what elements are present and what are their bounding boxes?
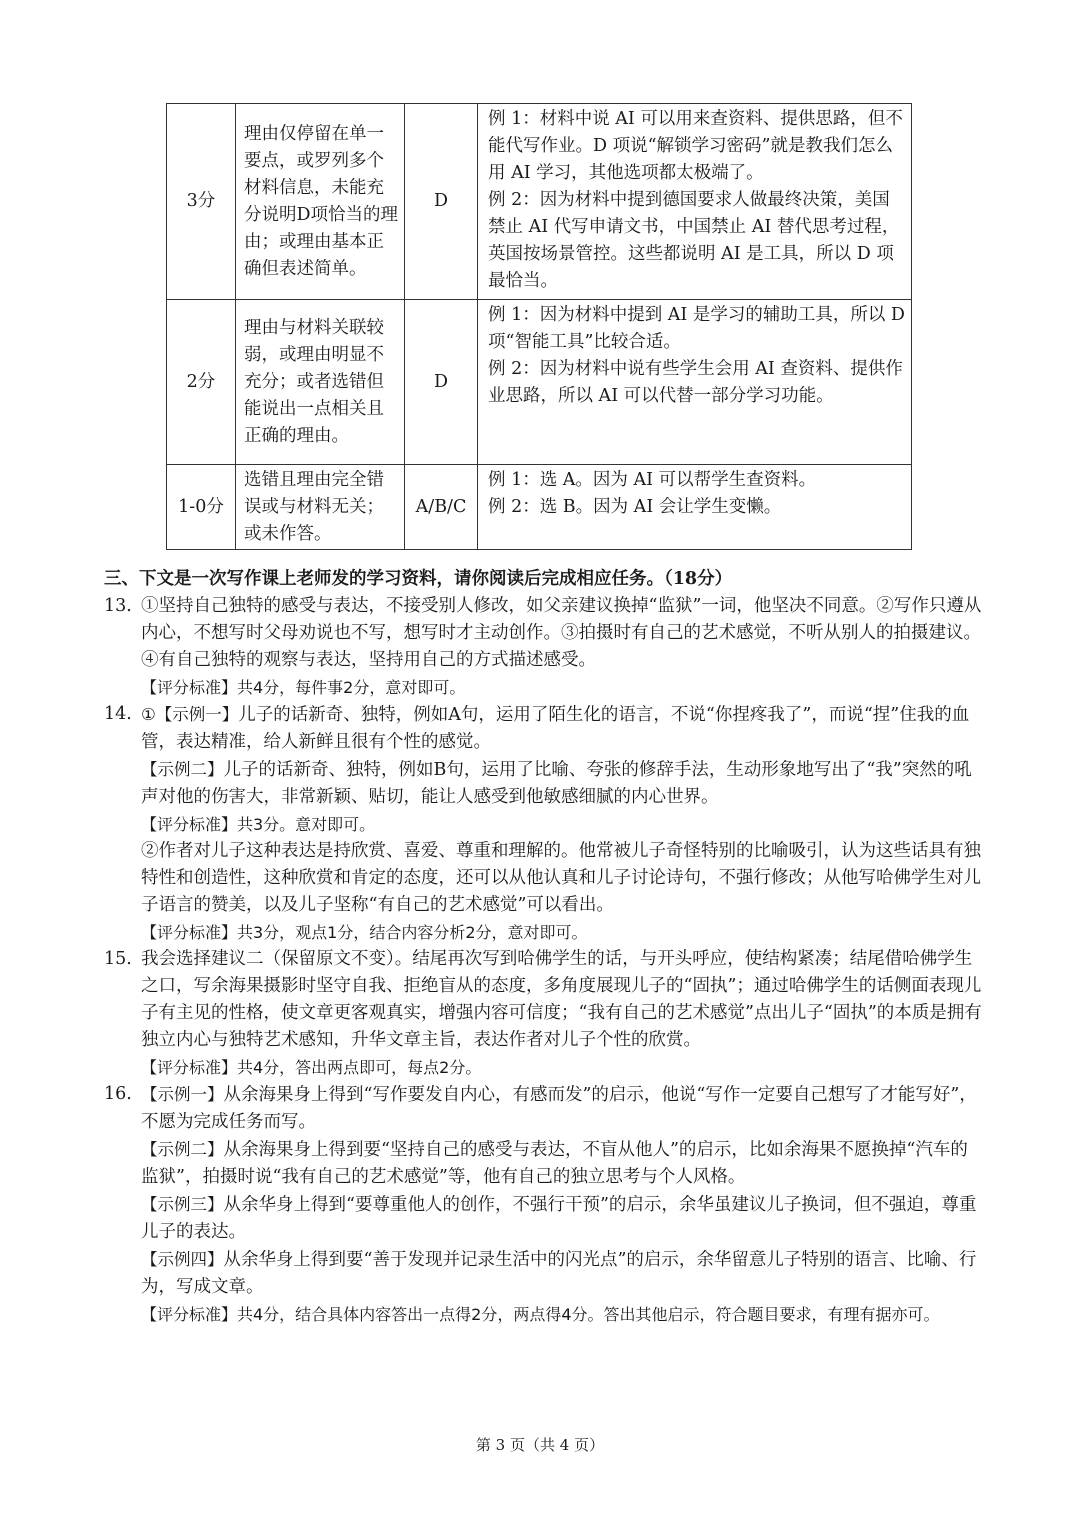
answer-text: 从余海果身上得到“写作要发自内心，有感而发”的启示，他说“写作一定要自己想写了才能写好”，不愿为完成任务而写。 [141,1085,977,1132]
example-label: 【示例一】 [141,1085,224,1104]
question-number: 16. [104,1084,132,1104]
example-text: 例 1：因为材料中提到 AI 是学习的辅助工具，所以 D 项“智能工具”比较合适。 [488,305,905,352]
scoring-standard: 【评分标准】共4分，每件事2分，意对即可。 [141,678,466,697]
answer-text: ①坚持自己独特的感受与表达，不接受别人修改，如父亲建议换掉“监狱”一词，他坚决不同意。②写作只遵从内心，不想写时父母劝说也不写，想写时才主动创作。③拍摄时有自己的艺术感觉，不听从别人的拍摄建议。④有自己独特的观察与表达，坚持用自己的方式描述感受。 [141,596,982,670]
score-cell: 3分 [167,104,236,300]
question-number: 13. [104,596,132,616]
example-text: 例 2：因为材料中提到德国要求人做最终决策，美国禁止 AI 代写申请文书，中国禁止 AI 替代思考过程，英国按场景管控。这些都说明 AI 是工具，所以 D 项最恰当。 [488,190,900,291]
score-cell: 1-0分 [167,465,236,550]
answer-text: 我会选择建议二（保留原文不变）。结尾再次写到哈佛学生的话，与开头呼应，使结构紧凑；结尾借哈佛学生之口，写余海果摄影时坚守自我、拒绝盲从的态度，多角度展现儿子的“固执”；通过哈佛学生的话侧面表现儿子有主见的性格，使文章更客观真实，增强内容可信度；“我有自己的艺术感觉”点出儿子“固执”的本质是拥有独立内心与独特艺术感知，升华文章主旨，表达作者对儿子个性的欣赏。 [141,949,982,1050]
table-row [167,465,912,550]
choice-cell: D [405,104,478,300]
reason-cell: 理由仅停留在单一要点，或罗列多个材料信息，未能充分说明D项恰当的理由；或理由基本正确但表述简单。 [236,104,405,300]
example-label: 【示例二】 [141,1140,224,1159]
scoring-standard: 【评分标准】共3分，观点1分，结合内容分析2分，意对即可。 [141,923,588,942]
question-13 [104,593,984,701]
example-block [141,756,984,811]
examples-cell [478,300,912,465]
example-text: 例 1：材料中说 AI 可以用来查资料、提供思路，但不能代写作业。D 项说“解锁学习密码”就是教我们怎么用 AI 学习，其他选项都太极端了。 [488,109,903,183]
reason-cell: 理由与材料关联较弱，或理由明显不充分；或者选错但能说出一点相关且正确的理由。 [236,300,405,465]
answer-text: 从余华身上得到“要尊重他人的创作，不强行干预”的启示，余华虽建议儿子换词，但不强迫，尊重儿子的表达。 [141,1195,977,1242]
question-number: 15. [104,949,132,969]
answer-text: 儿子的话新奇、独特，例如B句，运用了比喻、夸张的修辞手法，生动形象地写出了“我”突然的吼声对他的伤害大，非常新颖、贴切，能让人感受到他敏感细腻的内心世界。 [141,760,972,807]
example-block [141,1246,984,1301]
scoring-standard: 【评分标准】共4分，答出两点即可，每点2分。 [141,1058,482,1077]
answer-text: 儿子的话新奇、独特，例如A句，运用了陌生化的语言，不说“你捏疼我了”，而说“捏”住我的血管，表达精准，给人新鲜且很有个性的感觉。 [141,705,970,752]
example-block [141,1191,984,1246]
score-cell: 2分 [167,300,236,465]
example-label: 【示例四】 [141,1250,224,1269]
answer-text: 从余华身上得到要“善于发现并记录生活中的闪光点”的启示，余华留意儿子特别的语言、比喻、行为，写成文章。 [141,1250,977,1297]
choice-cell: D [405,300,478,465]
scoring-table-container [166,103,912,550]
example-label: ①【示例一】 [141,705,239,724]
question-14 [104,701,984,946]
table-row [167,104,912,300]
question-15 [104,946,984,1081]
example-block [141,701,984,756]
example-block [141,1081,984,1136]
question-number: 14. [104,704,132,724]
example-text: 例 2：因为材料中说有些学生会用 AI 查资料、提供作业思路，所以 AI 可以代替一部分学习功能。 [488,359,903,406]
choice-cell: A/B/C [405,465,478,550]
reason-cell: 选错且理由完全错误或与材料无关；或未作答。 [236,465,405,550]
table-row [167,300,912,465]
example-text: 例 2：选 B。因为 AI 会让学生变懒。 [488,497,782,517]
example-label: 【示例二】 [141,760,224,779]
example-text: 例 1：选 A。因为 AI 可以帮学生查资料。 [488,470,817,490]
question-16 [104,1081,984,1328]
scoring-table [166,103,912,550]
example-block [141,1136,984,1191]
scoring-standard: 【评分标准】共4分，结合具体内容答出一点得2分，两点得4分。答出其他启示，符合题目要求，有理有据亦可。 [141,1305,940,1324]
answer-text: ②作者对儿子这种表达是持欣赏、喜爱、尊重和理解的。他常被儿子奇怪特别的比喻吸引，认为这些话具有独特性和创造性，这种欣赏和肯定的态度，还可以从他认真和儿子讨论诗句，不强行修改；从他写哈佛学生对儿子语言的赞美，以及儿子坚称“有自己的艺术感觉”可以看出。 [141,841,981,915]
answer-text: 从余海果身上得到要“坚持自己的感受与表达，不盲从他人”的启示，比如余海果不愿换掉“汽车的监狱”，拍摄时说“我有自己的艺术感觉”等，他有自己的独立思考与个人风格。 [141,1140,968,1187]
page-footer: 第 3 页（共 4 页） [475,1436,605,1454]
examples-cell [478,104,912,300]
examples-cell [478,465,912,550]
example-label: 【示例三】 [141,1195,224,1214]
section-heading: 三、下文是一次写作课上老师发的学习资料，请你阅读后完成相应任务。（18分） [104,569,733,589]
scoring-standard: 【评分标准】共3分。意对即可。 [141,815,376,834]
answer-content [104,566,984,1328]
